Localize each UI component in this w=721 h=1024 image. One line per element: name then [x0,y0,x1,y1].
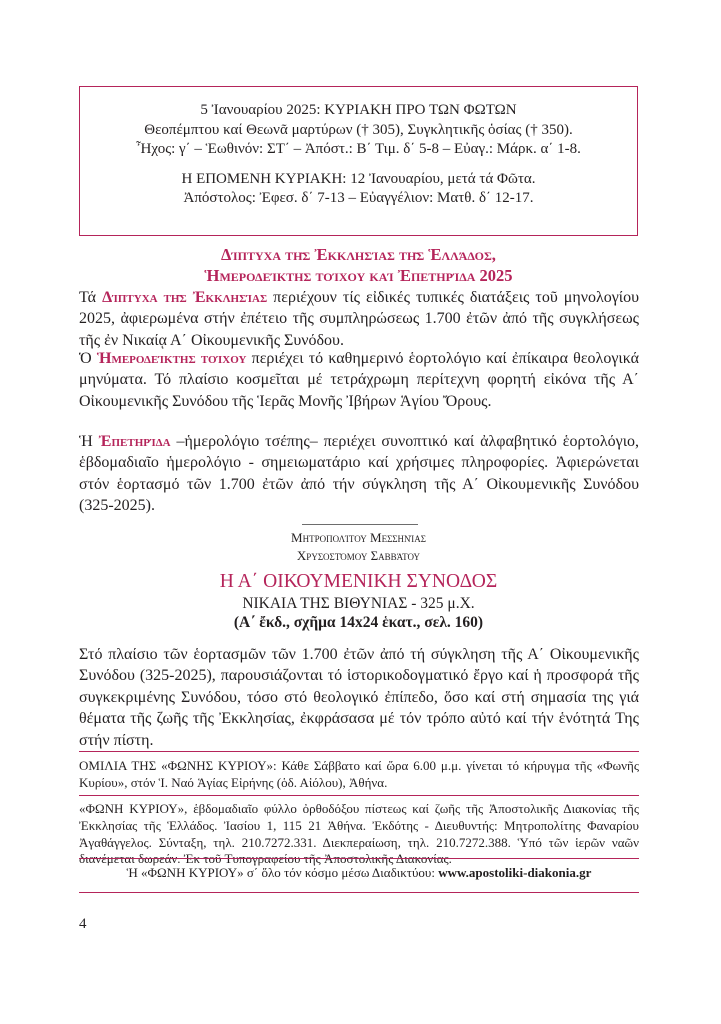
diptycha-heading-line2: Ἡμεροδείκτης τοίχου καί Ἐπετηρίδα 2025 [204,266,513,285]
footer-rule-top [79,751,639,752]
book-author [79,529,638,565]
p3-text: –ἡμερολόγιο τσέπης– περιέχει συνοπτικό καί ἀλφαβητικό ἑορτολόγιο, ἑβδομαδιαῖο ἡμερολόγιο - σημειωματάριο καί χρήσιμες πληροφορίες. Ἀφιερώνεται στόν ἑορτασμό τῶν 1.700 ἐτῶν ἀπό τήν σύγκληση τῆς Α΄ Οἰκουμενικῆς Συνόδου (325-2025). [79,433,640,515]
book-edition: (Α΄ ἔκδ., σχῆμα 14x24 ἑκατ., σελ. 160) [233,614,484,631]
online-text: Ἡ «ΦΩΝΗ ΚΥΡΙΟΥ» σ΄ ὅλο τόν κόσμο μέσω Διαδικτύου: [126,865,439,880]
footer-rule [79,858,639,859]
readings-line: Ἦχος: γ΄ – Ἑωθινόν: ΣΤ΄ – Ἀπόστ.: Β΄ Τιμ. δ΄ 5-8 – Εὐαγ.: Μάρκ. α΄ 1-8. [136,141,581,157]
author-line2: Χρυσοστόμου Σαββάτου [296,548,421,563]
sunday-date-line: 5 Ἰανουαρίου 2025: ΚΥΡΙΑΚΗ ΠΡΟ ΤΩΝ ΦΩΤΩΝ [200,102,517,118]
p1-prefix: Τά [79,289,103,306]
diptycha-term: Δίπτυχα τῆς Ἐκκλησίας [102,289,268,306]
page-number: 4 [79,916,87,932]
section-divider [302,524,418,525]
diptycha-paragraph [79,287,639,351]
book-subtitle: ΝΙΚΑΙΑ ΤΗΣ ΒΙΘΥΝΙΑΣ - 325 μ.Χ. [242,595,475,612]
pocket-diary-paragraph [79,431,639,517]
wall-calendar-paragraph [79,348,639,412]
p2-prefix: Ὁ [79,350,97,367]
book-description: Στό πλαίσιο τῶν ἑορτασμῶν τῶν 1.700 ἐτῶν ἀπό τή σύγκληση τῆς Α΄ Οἰκουμενικῆς Συνόδου (325-2025), παρουσιάζονται τό ἱστορικοδογματικό ἔργο καί ἡ προσφορά τῆς συγκεκριμένης Συνόδου, τόσο στό θεολογικό ἐπίπεδο, ὅσο καί στή σημασία της γιά θέματα τῆς ζωῆς τῆς Ἐκκλησίας, ἐκφράσασα μέ τόν τρόπο αὐτό καί τήν ἑνότητά Της στήν πίστη. [79,646,639,749]
diptycha-heading [79,244,638,286]
sermon-notice: ΟΜΙΛΙΑ ΤΗΣ «ΦΩΝΗΣ ΚΥΡΙΟΥ»: Κάθε Σάββατο καί ὥρα 6.00 μ.μ. γίνεται τό κήρυγμα τῆς «Φωνῆς Κυρίου», στόν Ἱ. Ναό Ἁγίας Εἰρήνης (ὁδ. Αἰόλου), Ἀθήνα. [79,758,639,790]
footer-rule-bottom [79,892,639,893]
colophon: «ΦΩΝΗ ΚΥΡΙΟΥ», ἑβδομαδιαῖο φύλλο ὀρθοδόξου πίστεως καί ζωῆς τῆς Ἀποστολικῆς Διακονίας τῆς Ἐκκλησίας τῆς Ἑλλάδος. Ἰασίου 1, 115 21 Ἀθήνα. Ἐκδότης - Διευθυντής: Μητροπολίτης Φαναρίου Ἀγαθάγγελος. Σύνταξη, τηλ. 210.7272.331. Διεκπεραίωση, τηλ. 210.7272.388. Ὑπό τῶν ἱερῶν ναῶν διανέμεται δωρεάν. Ἐκ τοῦ Τυπογραφείου τῆς Ἀποστολικῆς Διακονίας. [79,801,639,867]
pocket-diary-term: Ἐπετηρίδα [98,433,171,450]
saints-line: Θεοπέμπτου καί Θεωνᾶ μαρτύρων († 305), Συγκλητικῆς ὁσίας († 350). [144,121,573,138]
book-heading [79,570,638,633]
book-title: Η Α΄ ΟΙΚΟΥΜΕΝΙΚΗ ΣΥΝΟΔΟΣ [219,571,498,592]
diptycha-heading-line1: Δίπτυχα τῆς Ἐκκλησίας τῆς Ἑλλάδος, [221,245,496,264]
author-line1: Μητροπολίτου Μεσσηνίας [291,530,426,545]
wall-calendar-term: Ἡμεροδείκτης τοίχου [96,350,247,367]
p3-prefix: Ἡ [79,433,99,450]
p1-text: περιέχουν τίς εἰδικές τυπικές διατάξεις τοῦ μηνολογίου 2025, ἀφιερωμένα στήν ἐπέτειο τῆς συμπληρώσεως 1.700 ἐτῶν ἀπό τῆς συγκλήσεως τῆς ἐν Νικαίᾳ Α΄ Οἰκουμενικῆς Συνόδου. [79,289,639,349]
online-notice [79,865,639,882]
next-sunday-line: Η ΕΠΟΜΕΝΗ ΚΥΡΙΑΚΗ: 12 Ἰανουαρίου, μετά τά Φῶτα. [181,170,536,187]
sunday-info-box [79,86,638,236]
p2-text: περιέχει τό καθημερινό ἑορτολόγιο καί ἐπίκαιρα θεολογικά μηνύματα. Τό πλαίσιο κοσμεῖται μέ τετράχρωμη περίτεχνη φορητή εἰκόνα τῆς Α΄ Οἰκουμενικῆς Συνόδου τῆς Ἱερᾶς Μονῆς Ἰβήρων Ἁγίου Ὄρους. [79,350,639,410]
next-readings-line: Ἀπόστολος: Ἐφεσ. δ΄ 7-13 – Εὐαγγέλιον: Ματθ. δ΄ 12-17. [183,190,534,206]
website-link[interactable]: www.apostoliki-diakonia.gr [438,865,592,880]
footer-rule [79,795,639,796]
